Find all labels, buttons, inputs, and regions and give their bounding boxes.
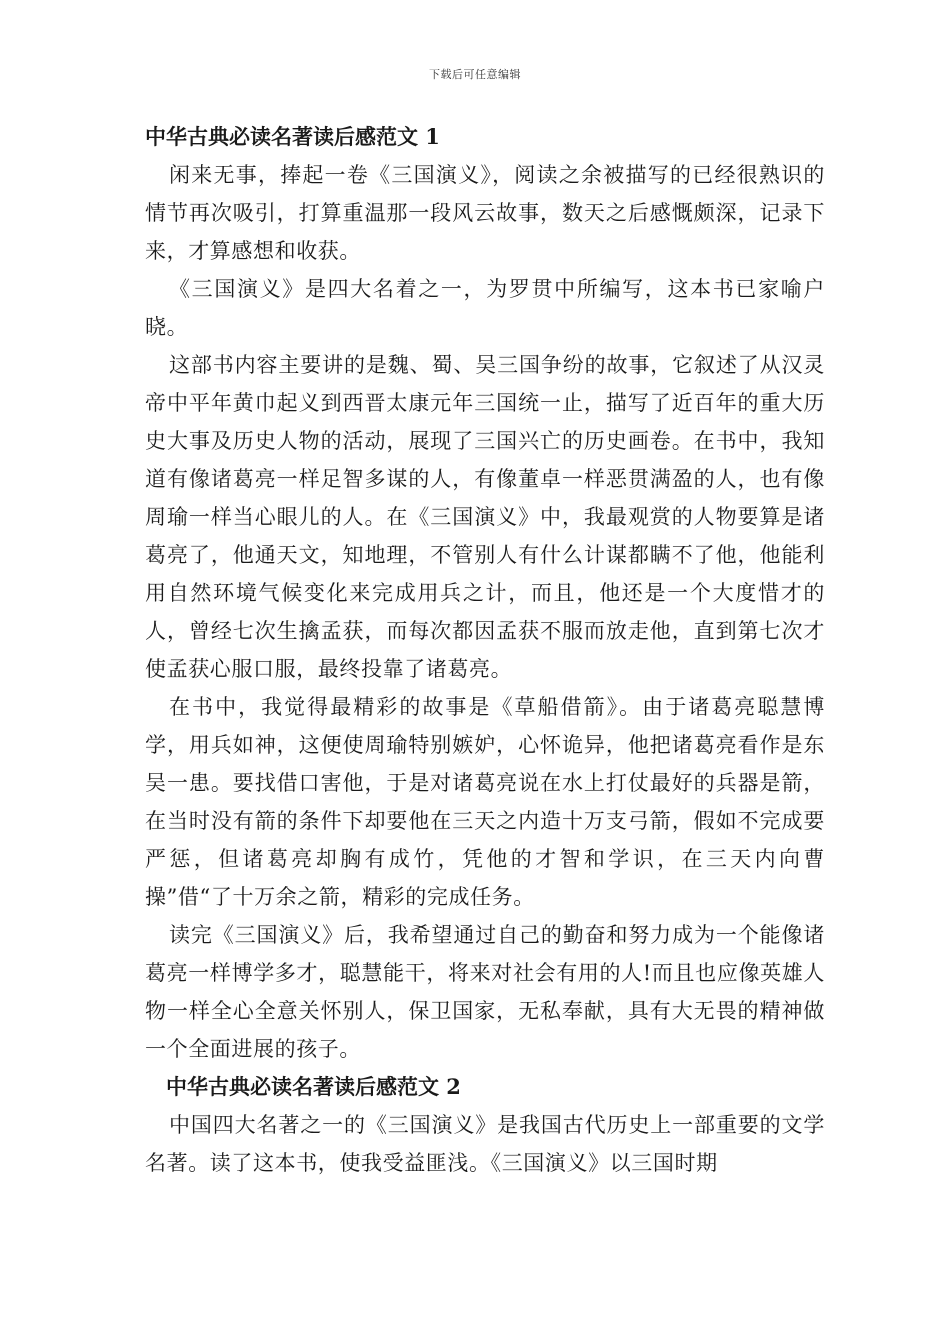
paragraph-2: 《三国演义》是四大名着之一，为罗贯中所编写，这本书已家喻户晓。 <box>145 277 825 339</box>
article-title-1: 中华古典必读名著读后感范文 1 <box>145 124 440 149</box>
paragraph-3: 这部书内容主要讲的是魏、蜀、吴三国争纷的故事，它叙述了从汉灵帝中平年黄巾起义到西晋太康元年三国统一止，描写了近百年的重大历史大事及历史人物的活动，展现了三国兴亡的历史画卷。在书中，我知道有像诸葛亮一样足智多谋的人，有像董卓一样恶贯满盈的人，也有像周瑜一样当心眼儿的人。在《三国演义》中，我最观赏的人物要算是诸葛亮了，他通天文，知地理，不管别人有什么计谋都瞒不了他，他能利用自然环境气候变化来完成用兵之计，而且，他还是一个大度惜才的人，曾经七次生擒孟获，而每次都因孟获不服而放走他，直到第七次才使孟获心服口服，最终投靠了诸葛亮。 <box>145 353 825 681</box>
article-title-2: 中华古典必读名著读后感范文 2 <box>166 1074 461 1099</box>
paragraph-4: 在书中，我觉得最精彩的故事是《草船借箭》。由于诸葛亮聪慧博学，用兵如神，这便使周瑜特别嫉妒，心怀诡异，他把诸葛亮看作是东吴一患。要找借口害他，于是对诸葛亮说在水上打仗最好的兵器是箭，在当时没有箭的条件下却要他在三天之内造十万支弓箭，假如不完成要严惩，但诸葛亮却胸有成竹，凭他的才智和学识，在三天内向曹操”借“了十万余之箭，精彩的完成任务。 <box>145 695 825 909</box>
page-header: 下载后可任意编辑 <box>429 68 521 81</box>
paragraph-5: 读完《三国演义》后，我希望通过自己的勤奋和努力成为一个能像诸葛亮一样博学多才，聪慧能干，将来对社会有用的人!而且也应像英雄人物一样全心全意关怀别人，保卫国家，无私奉献，具有大无畏的精神做一个全面进展的孩子。 <box>145 923 825 1061</box>
document-body <box>145 118 825 1182</box>
paragraph-6: 中国四大名著之一的《三国演义》是我国古代历史上一部重要的文学名著。读了这本书，使我受益匪浅。《三国演义》以三国时期 <box>145 1113 825 1175</box>
paragraph-1: 闲来无事，捧起一卷《三国演义》，阅读之余被描写的已经很熟识的情节再次吸引，打算重温那一段风云故事，数天之后感慨颇深，记录下来，才算感想和收获。 <box>145 163 825 263</box>
